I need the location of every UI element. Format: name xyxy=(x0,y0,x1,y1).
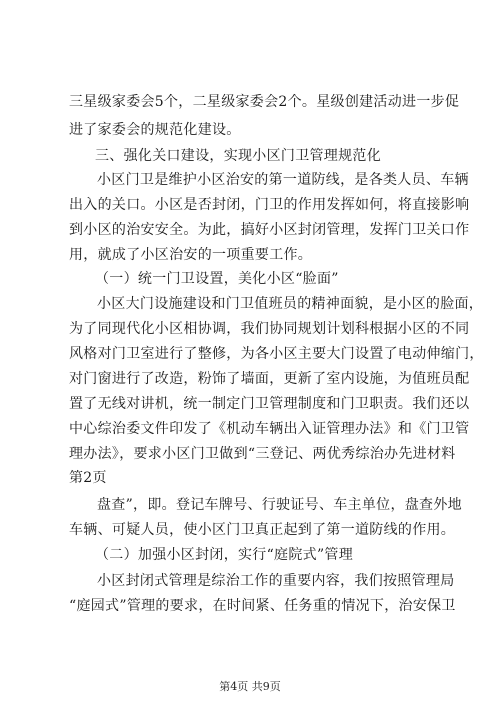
paragraph-line: 小区门卫是维护小区治安的第一道防线，是各类人员、车辆 xyxy=(97,172,469,188)
paragraph-line: 中心综治委文件印发了《机动车辆出入证管理办法》和《门卫管 xyxy=(69,421,470,437)
subsection-heading: （一）统一门卫设置，美化小区“脸面” xyxy=(95,271,339,287)
paragraph-line: 风格对门卫室进行了整修，为各小区主要大门设置了电动伸缩门， xyxy=(69,346,484,362)
paragraph-line: 三星级家委会5个，二星级家委会2个。星级创建活动进一步促 xyxy=(69,94,460,110)
paragraph-line: 用，就成了小区治安的一项重要工作。 xyxy=(69,247,313,263)
page-footer: 第4页 共9页 xyxy=(219,680,281,693)
section-heading: 三、强化关口建设，实现小区门卫管理规范化 xyxy=(95,148,381,164)
paragraph-line: 置了无线对讲机，统一制定门卫管理制度和门卫职责。我们还以 xyxy=(69,396,470,412)
paragraph-line: 进了家委会的规范化建设。 xyxy=(69,122,241,138)
paragraph-line: 盘查”，即。登记车牌号、行驶证号、车主单位，盘查外地 xyxy=(97,497,462,513)
paragraph-line: 小区大门设施建设和门卫值班员的精神面貌，是小区的脸面， xyxy=(97,296,484,312)
paragraph-line: 为了同现代化小区相协调，我们协同规划计划科根据小区的不同 xyxy=(69,321,470,337)
paragraph-line: 车辆、可疑人员，使小区门卫真正起到了第一道防线的作用。 xyxy=(69,522,456,538)
paragraph-line: 小区封闭式管理是综治工作的重要内容，我们按照管理局 xyxy=(97,573,455,589)
paragraph-line: 到小区的治安安全。为此，搞好小区封闭管理，发挥门卫关口作 xyxy=(69,222,470,238)
paragraph-line: “庭园式”管理的要求，在时间紧、任务重的情况下，治安保卫 xyxy=(69,598,456,614)
paragraph-line: 理办法》，要求小区门卫做到“三登记、两优秀综治办先进材料 xyxy=(69,446,456,462)
paragraph-line: 对门窗进行了改造，粉饰了墙面，更新了室内设施，为值班员配 xyxy=(69,371,470,387)
subsection-heading: （二）加强小区封闭，实行“庭院式”管理 xyxy=(95,547,354,563)
page-marker: 第2页 xyxy=(69,470,107,486)
paragraph-line: 出入的关口。小区是否封闭，门卫的作用发挥如何，将直接影响 xyxy=(69,197,470,213)
